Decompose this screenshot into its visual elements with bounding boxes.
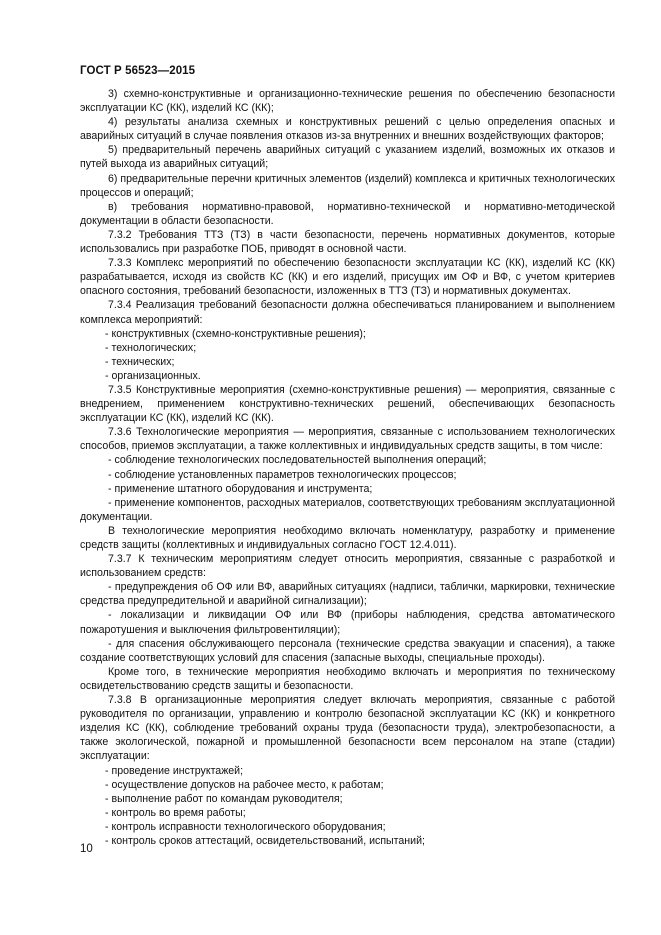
paragraph: - соблюдение технологических последовательностей выполнения операций; xyxy=(108,454,487,467)
list-item: - выполнение работ по командам руководителя; xyxy=(105,792,343,805)
paragraph: - применение компонентов, расходных материалов, соответствующих требованиям эксплуатационной документации. xyxy=(80,496,615,523)
paragraph: 3) схемно-конструктивные и организационно-технические решения по обеспечению безопасности эксплуатации КС (КК), изделий КС (КК); xyxy=(80,88,615,115)
paragraph: - локализации и ликвидации ОФ или ВФ (приборы наблюдения, средства автоматического пожаротушения и выключения фильтровентиляции); xyxy=(80,609,615,636)
paragraph: 7.3.8 В организационные мероприятия следует включать мероприятия, связанные с работой руководителя по организации, управлению и контролю безопасной эксплуатации КС (КК) и конкретного изделия КС (КК), соблюдение требований охраны труда (безопасности труда), электробезопасности, а также экологической, пожарной и промышленной безопасности всем персоналом на этапе (стадии) эксплуатации: xyxy=(80,694,615,763)
paragraph: 7.3.5 Конструктивные мероприятия (схемно-конструктивные решения) — мероприятия, связанные с внедрением, применением конструктивно-технических решений, обеспечивающих безопасность эксплуатации КС (КК), изделий КС (КК). xyxy=(80,383,615,425)
paragraph: - предупреждения об ОФ или ВФ, аварийных ситуациях (надписи, таблички, маркировки, технические средства предупредительной и аварийной сигнализации); xyxy=(80,581,615,608)
paragraph: в) требования нормативно-правовой, нормативно-технической и нормативно-методической документации в области безопасности. xyxy=(80,200,615,227)
list-item: - осуществление допусков на рабочее место, к работам; xyxy=(105,778,384,791)
list-item: - контроль исправности технологического оборудования; xyxy=(105,820,386,833)
paragraph: 5) предварительный перечень аварийных ситуаций с указанием изделий, возможных их отказов и путей выхода из аварийных ситуаций; xyxy=(80,144,615,171)
list-item: - контроль во время работы; xyxy=(105,806,246,819)
document-body xyxy=(80,87,615,848)
list-item: - организационных. xyxy=(105,369,201,382)
paragraph: 7.3.6 Технологические мероприятия — мероприятия, связанные с использованием технологических способов, приемов эксплуатации, а также коллективных и индивидуальных средств защиты, в том числе: xyxy=(80,426,615,453)
list-item: - технологических; xyxy=(105,341,197,354)
list-item: - конструктивных (схемно-конструктивные решения); xyxy=(105,327,366,340)
paragraph: 7.3.4 Реализация требований безопасности должна обеспечиваться планированием и выполнением комплекса мероприятий: xyxy=(80,299,615,326)
list-item: - технических; xyxy=(105,355,175,368)
list-item: - контроль сроков аттестаций, освидетельствований, испытаний; xyxy=(105,834,425,847)
paragraph: - применение штатного оборудования и инструмента; xyxy=(108,482,373,495)
paragraph: 7.3.2 Требования ТТЗ (ТЗ) в части безопасности, перечень нормативных документов, которые использовались при разработке ПОБ, приводят в основной части. xyxy=(80,228,615,256)
paragraph: - соблюдение установленных параметров технологических процессов; xyxy=(108,468,457,481)
paragraph: 4) результаты анализа схемных и конструктивных решений с целью определения опасных и аварийных ситуаций в случае появления отказов из-за внутренних и внешних воздействующих факторов; xyxy=(80,116,615,143)
page-number: 10 xyxy=(80,843,93,855)
paragraph: В технологические мероприятия необходимо включать номенклатуру, разработку и применение средств защиты (коллективных и индивидуальных согласно ГОСТ 12.4.011). xyxy=(80,524,615,551)
list-item: - проведение инструктажей; xyxy=(105,764,244,777)
paragraph: Кроме того, в технические мероприятия необходимо включать и мероприятия по техническому освидетельствованию средств защиты и безопасности. xyxy=(80,665,615,692)
paragraph: 7.3.7 К техническим мероприятиям следует относить мероприятия, связанные с разработкой и использованием средств: xyxy=(80,553,615,580)
document-header: ГОСТ Р 56523—2015 xyxy=(80,65,196,77)
paragraph: 7.3.3 Комплекс мероприятий по обеспечению безопасности эксплуатации КС (КК), изделий КС (КК) разрабатывается, исходя из свойств КС (КК) и его изделий, присущих им ОФ и ВФ, с учетом критериев опасного состояния, требований безопасности, изложенных в ТТЗ (ТЗ) и нормативных документах. xyxy=(80,257,615,298)
paragraph: 6) предварительные перечни критичных элементов (изделий) комплекса и критичных технологических процессов и операций; xyxy=(80,172,615,199)
paragraph: - для спасения обслуживающего персонала (технические средства эвакуации и спасения), а также создание соответствующих условий для спасения (запасные выходы, специальные проходы). xyxy=(80,637,615,664)
